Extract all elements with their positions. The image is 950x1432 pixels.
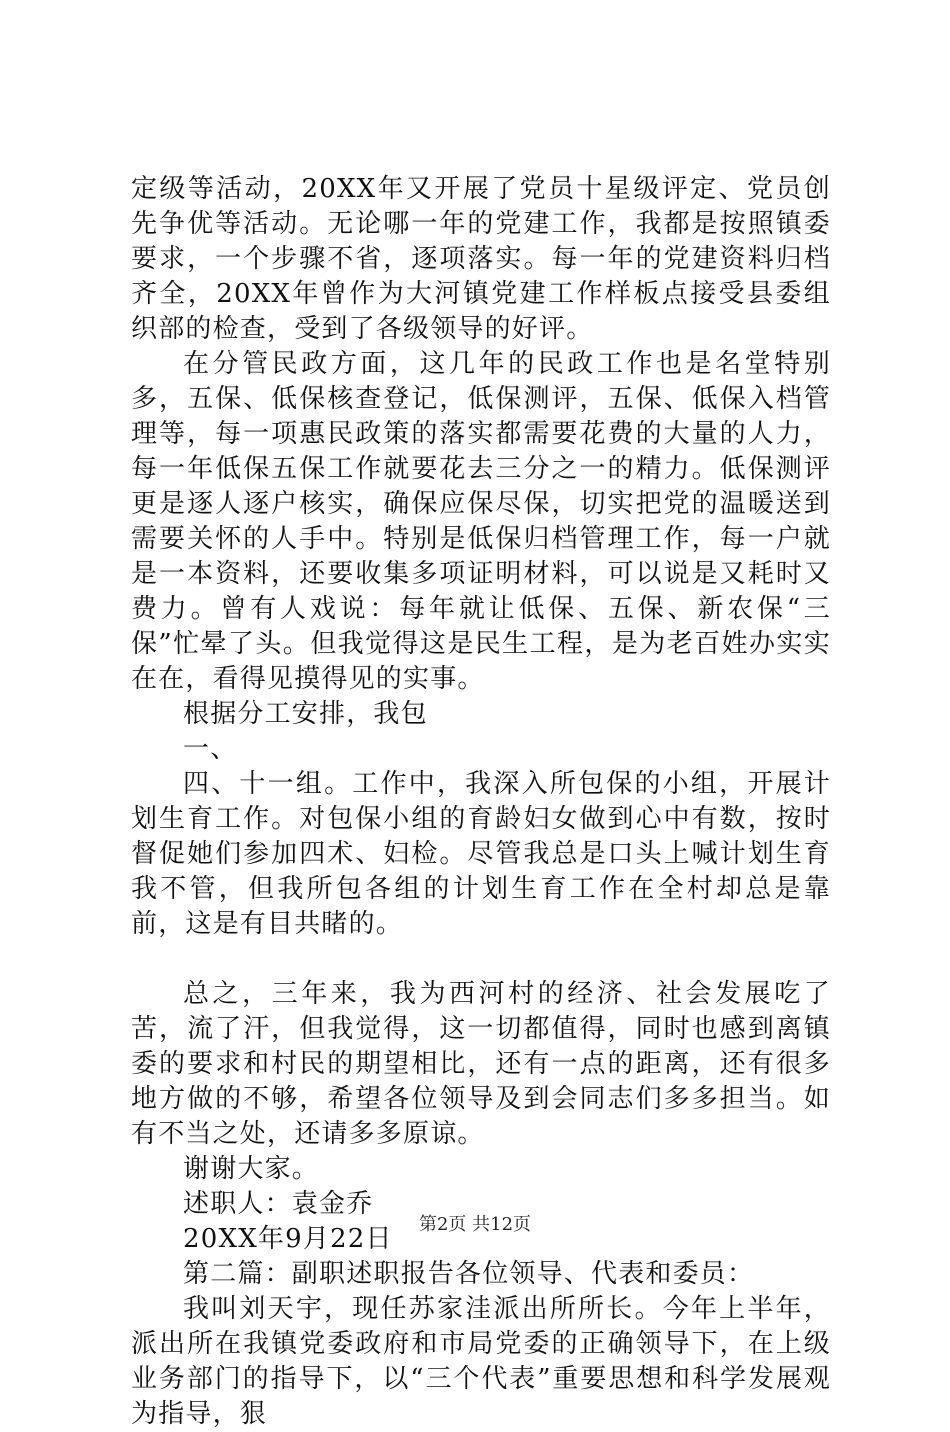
- paragraph-2: 在分管民政方面，这几年的民政工作也是名堂特别多，五保、低保核查登记，低保测评，五保、低保入档管理等，每一项惠民政策的落实都需要花费的大量的人力，每一年低保五保工作就要花去三分之一的精力。低保测评更是逐人逐户核实，确保应保尽保，切实把党的温暖送到需要关怀的人手中。特别是低保归档管理工作，每一户就是一本资料，还要收集多项证明材料，可以说是又耗时又费力。曾有人戏说：每年就让低保、五保、新农保“三保”忙晕了头。但我觉得这是民生工程，是为老百姓办实实在在，看得见摸得见的实事。: [131, 349, 831, 694]
- paragraph-3: 根据分工安排，我包: [183, 699, 428, 729]
- paragraph-4: 一、: [183, 734, 238, 764]
- paragraph-7: 谢谢大家。: [183, 1154, 320, 1184]
- paragraph-8: 述职人：袁金乔: [183, 1189, 374, 1219]
- page-footer: [0, 1213, 950, 1237]
- paragraph-11: 我叫刘天宇，现任苏家洼派出所所长。今年上半年，派出所在我镇党委政府和市局党委的正确领导下，在上级业务部门的指导下，以“三个代表”重要思想和科学发展观为指导，狠: [131, 1294, 831, 1429]
- paragraph-1: 定级等活动，20XX年又开展了党员十星级评定、党员创先争优等活动。无论哪一年的党建工作，我都是按照镇委要求，一个步骤不省，逐项落实。每一年的党建资料归档齐全，20XX年曾作为大河镇党建工作样板点接受县委组织部的检查，受到了各级领导的好评。: [131, 174, 831, 344]
- paragraph-10: 第二篇：副职述职报告各位领导、代表和委员：: [183, 1259, 755, 1289]
- document-body: [131, 172, 831, 1432]
- paragraph-9: 20XX年9月22日: [183, 1224, 393, 1254]
- paragraph-5: 四、十一组。工作中，我深入所包保的小组，开展计划生育工作。对包保小组的育龄妇女做到心中有数，按时督促她们参加四术、妇检。尽管我总是口头上喊计划生育我不管，但我所包各组的计划生育工作在全村却总是靠前，这是有目共睹的。: [131, 769, 831, 939]
- page-number-label: 第2页 共12页: [418, 1214, 532, 1235]
- paragraph-6: 总之，三年来，我为西河村的经济、社会发展吃了苦，流了汗，但我觉得，这一切都值得，同时也感到离镇委的要求和村民的期望相比，还有一点的距离，还有很多地方做的不够，希望各位领导及到会同志们多多担当。如有不当之处，还请多多原谅。: [131, 979, 831, 1149]
